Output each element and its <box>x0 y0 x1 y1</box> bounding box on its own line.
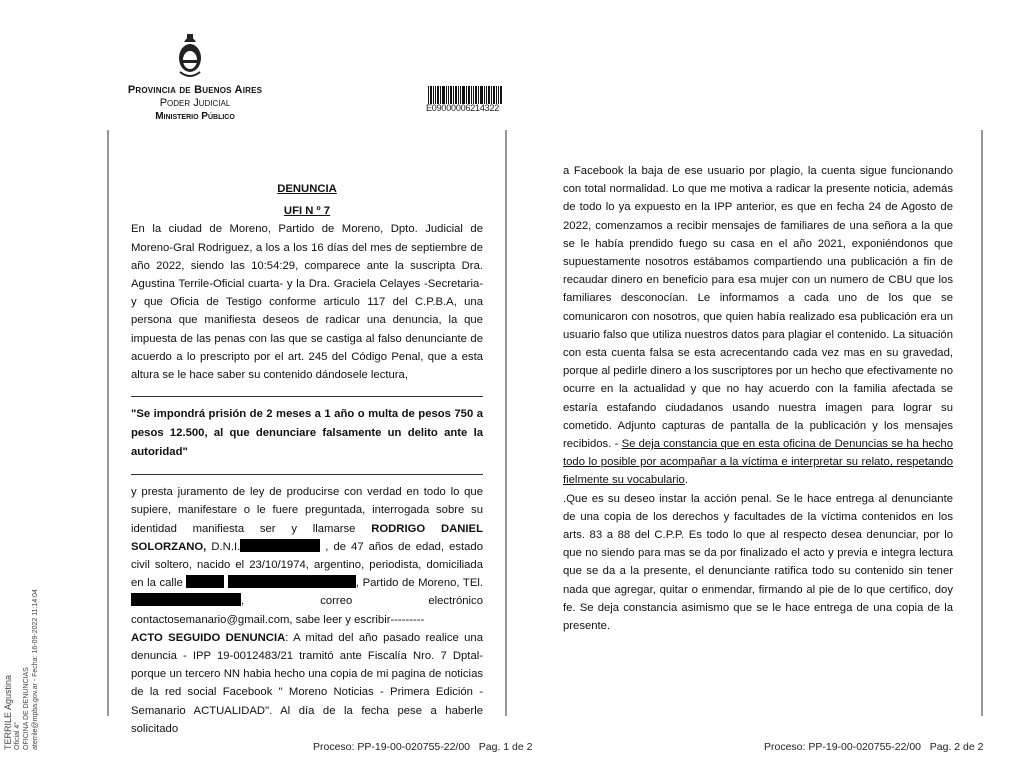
signer-role: Oficial 4° <box>14 721 21 750</box>
dni-label: D.N.I. <box>211 540 241 553</box>
document-title: DENUNCIA <box>277 183 337 195</box>
email-text: , correo electrónico contactosemanario@gmail.com, sabe leer y escribir--------- <box>131 595 483 626</box>
complainant-name: RODRIGO DANIEL SOLORZANO, <box>131 522 483 553</box>
page-1-footer: Proceso: PP-19-00-020755-22/00 Pag. 1 de 2 <box>313 741 533 753</box>
complaint-paragraph <box>131 629 483 738</box>
document-subtitle: UFI N º 7 <box>283 205 331 218</box>
header-province: Provincia de Buenos Aires <box>127 84 263 96</box>
partido-text: , Partido de Moreno, TEl. <box>355 577 483 590</box>
provincial-seal-icon <box>176 30 204 80</box>
penalty-quote: "Se impondrá prisión de 2 meses a 1 año o multa de pesos 750 a pesos 12.500, al que denunciare falsamente un delito ante la autoridad" <box>131 408 483 459</box>
signature-stamp <box>4 589 40 750</box>
oath-text: y presta juramento de ley de producirse con verdad en todo lo que supiere, manifestare o le fuere preguntada, interrogada sobre su identidad manifiesta ser y llamarse <box>131 486 483 535</box>
signature-detail: aterrile@mpba.gov.ar - Fecha: 16-09-2022 11:14:04 <box>32 589 39 750</box>
closing-paragraph: .Que es su deseo instar la acción penal. Se le hace entrega al denunciante de una copia de los derechos y facultades de la víctima contenidos en los arts. 83 a 88 del C.P.P. Es todo lo que al respecto desea denunciar, por lo que no siendo para mas se da por finalizado el acto y previa e integra lectura que se da a la presente, el denunciante ratifica todo su contenido sin tener nada que agregar, quitar o enmendar, firmando al pie de lo que certifico, doy fe. Se deja constancia asimismo que se le hace entrega de una copia de la presente. <box>563 492 953 633</box>
period: . <box>684 474 688 487</box>
redacted-address <box>228 575 356 588</box>
page1-left-border <box>107 130 109 716</box>
acto-seguido-label: ACTO SEGUIDO DENUNCIA <box>131 631 286 644</box>
continuation-paragraph <box>563 162 953 490</box>
identity-paragraph <box>131 483 483 629</box>
signer-office: OFICINA DE DENUNCIAS <box>23 667 30 750</box>
divider <box>131 474 483 475</box>
redacted-dni <box>240 539 320 552</box>
personal-details: , de 47 años de edad, estado civil soltero, nacido el 23/10/1974, argentino, periodista, domiciliada en la calle <box>131 540 484 590</box>
signer-name: TERRILE Agustina <box>3 674 13 750</box>
institution-header <box>120 84 270 123</box>
page2-right-border <box>981 130 983 716</box>
redacted-phone <box>131 593 241 606</box>
intro-paragraph: En la ciudad de Moreno, Partido de Moreno, Dpto. Judicial de Moreno-Gral Rodriguez, a los a los 16 días del mes de septiembre de año 2022, siendo las 10:54:29, comparece ante la suscripta Dra. Agustina Terrile-Oficial cuarta- y la Dra. Graciela Celayes -Secretaria- y que Oficia de Testigo conforme articulo 117 del C.P.B.A, una persona que manifiesta deseos de radicar una denuncia, la que impuesta de las penas con las que se castiga al falso denunciante de acuerdo a lo prescripto por el art. 245 del Código Penal, que a esta altura se le hace saber su contenido dándosele lectura, <box>131 223 483 382</box>
barcode-icon <box>428 86 502 104</box>
header-judicial: Poder Judicial <box>159 97 231 109</box>
page1-right-border <box>505 130 507 716</box>
page-2-body <box>563 162 953 635</box>
office-statement: Se deja constancia que en esta oficina de Denuncias se ha hecho todo lo posible por acompañar a la víctima e interpretar su relato, respetando fielmente su vocabulario <box>563 438 954 487</box>
continuation-text: a Facebook la baja de ese usuario por plagio, la cuenta sigue funcionando con total normalidad. Lo que me motiva a radicar la presente noticia, además de todo lo ya expuesto en la IPP anterior, es que en fecha 24 de Agosto de 2022, comenzamos a recibir mensajes de familiares de una señora a la que se le había prendido fuego su casa en el año 2021, exponiéndonos que supuestamente nosotros estábamos compartiendo una publicación a fin de recaudar dinero en beneficio para esa mujer con un numero de CBU que los familiares desconocían. Le informamos a cada uno de los que se comunicaron con nosotros, que quien había realizado esa publicación era un usuario falso que utiliza nuestros datos para plagiar el contenido. La situación con esta cuenta falsa se esta acrecentando cada vez mas en su gravedad, porque al pedirle dinero a los suscriptores por un hecho que efectivamente no ocurre en la actualidad y que no hay acuerdo con la familia afectada se estaría estafando ciudadanos usando nuestra imagen para lograr su cometido. Adjunto capturas de pantalla de la publicación y los mensajes recibidos. - <box>563 165 953 451</box>
header-ministry: Ministerio Público <box>155 111 235 122</box>
complaint-text: : A mitad del año pasado realice una denuncia - IPP 19-0012483/21 tramitó ante Fiscalía Nro. 7 Dptal- porque un tercero NN habia hecho una copia de mi pagina de noticias de la red social Facebook " Moreno Noticias - Primera Edición - Semanario ACTUALIDAD". Al día de la fecha pese a haberle solicitado <box>131 631 483 735</box>
redacted-street <box>186 575 224 588</box>
barcode-number: E09000006214322 <box>426 103 500 113</box>
divider <box>131 396 483 397</box>
page-1-body <box>131 180 483 738</box>
page-2-footer: Proceso: PP-19-00-020755-22/00 Pag. 2 de 2 <box>764 741 984 753</box>
